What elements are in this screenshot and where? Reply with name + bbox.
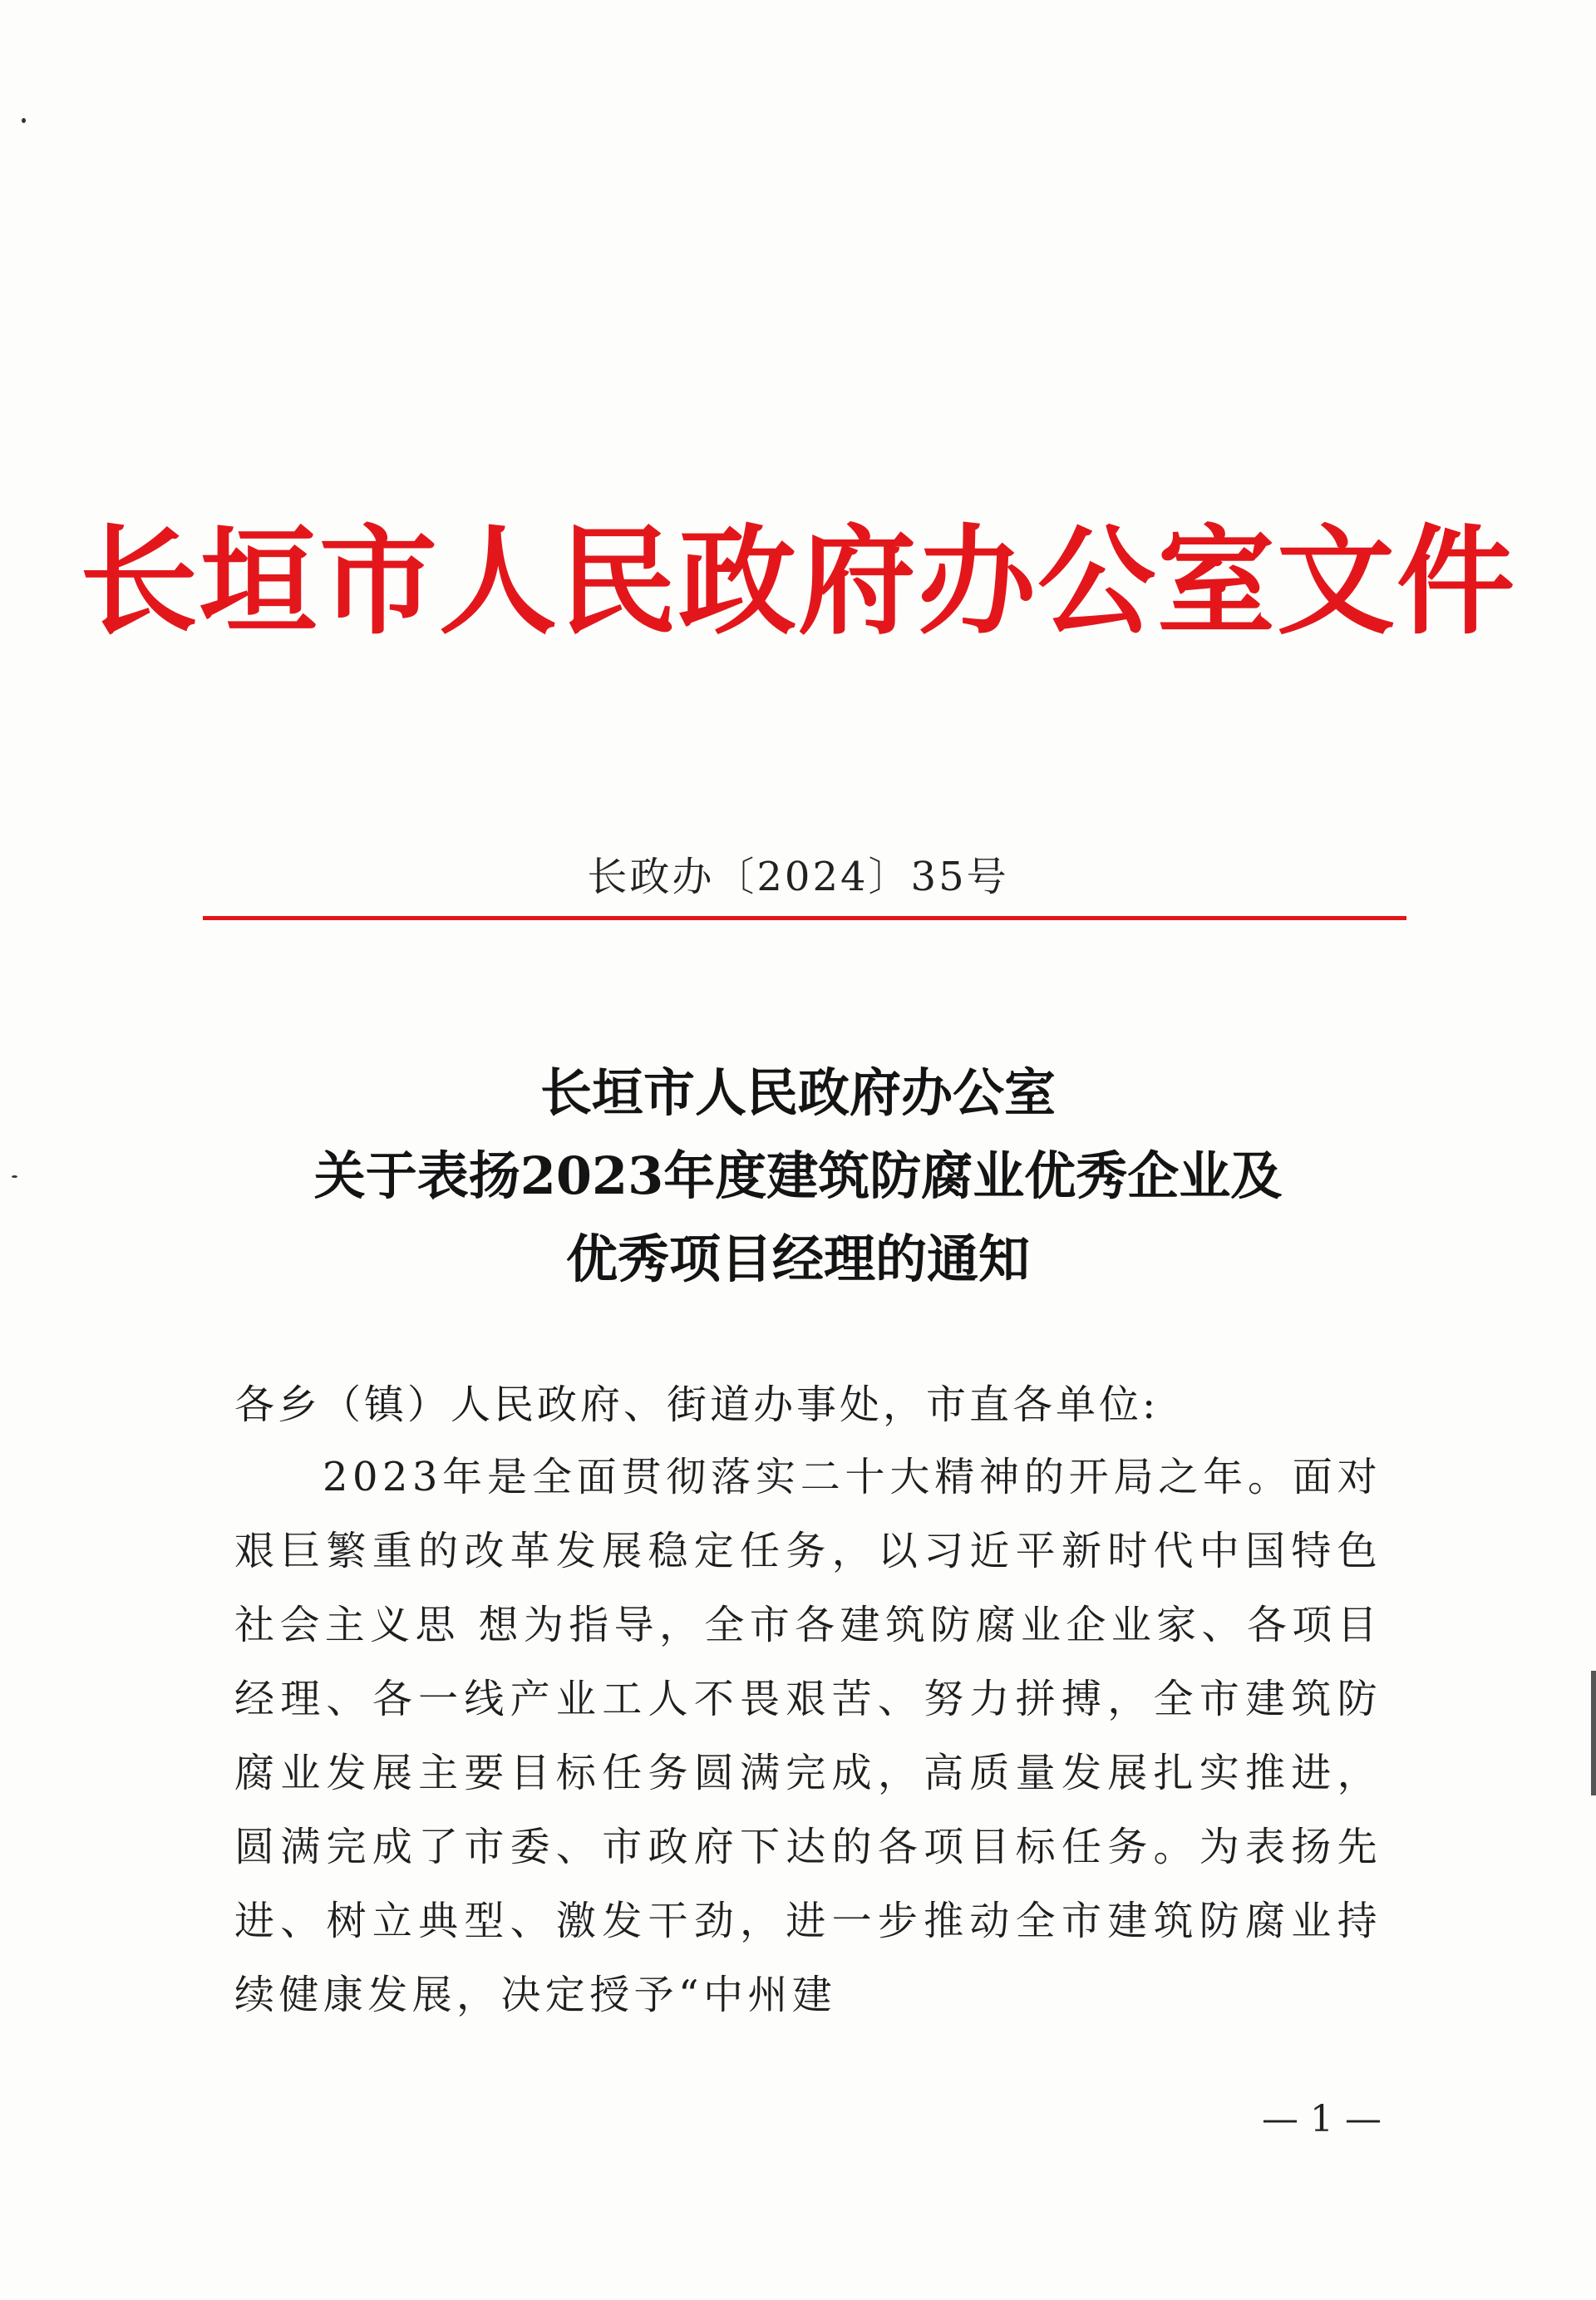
notice-title-line: 关于表扬2023年度建筑防腐业优秀企业及: [313, 1145, 1283, 1206]
notice-title-line: 优秀项目经理的通知: [565, 1229, 1030, 1289]
salutation: 各乡（镇）人民政府、街道办事处，市直各单位:: [234, 1381, 1160, 1428]
scan-speck: [22, 118, 26, 123]
scan-edge-mark: [1591, 1671, 1596, 1795]
red-divider-line: [203, 916, 1406, 920]
masthead-title: 长垣市人民政府办公室文件: [80, 513, 1516, 651]
document-number: 长政办〔2024〕35号: [587, 854, 1009, 900]
page-number: — 1 —: [1262, 2098, 1382, 2140]
body-paragraph: 2023年是全面贯彻落实二十大精神的开局之年。面对艰巨繁重的改革发展稳定任务，以习近平新时代中国特色社会主义思 想为指导，全市各建筑防腐业企业家、各项目经理、各一线产业工人不畏艰苦、努力拼搏，全市建筑防腐业发展主要目标任务圆满完成，高质量发展扎实推进，圆满完成了市委、市政府下达的各项目标任务。为表扬先进、树立典型、激发干劲，进一步推动全市建筑防腐业持续健康发展，决定授予“中州建: [234, 1454, 1382, 2018]
notice-title-line: 长垣市人民政府办公室: [539, 1062, 1056, 1123]
notice-title: [0, 1051, 1596, 1301]
